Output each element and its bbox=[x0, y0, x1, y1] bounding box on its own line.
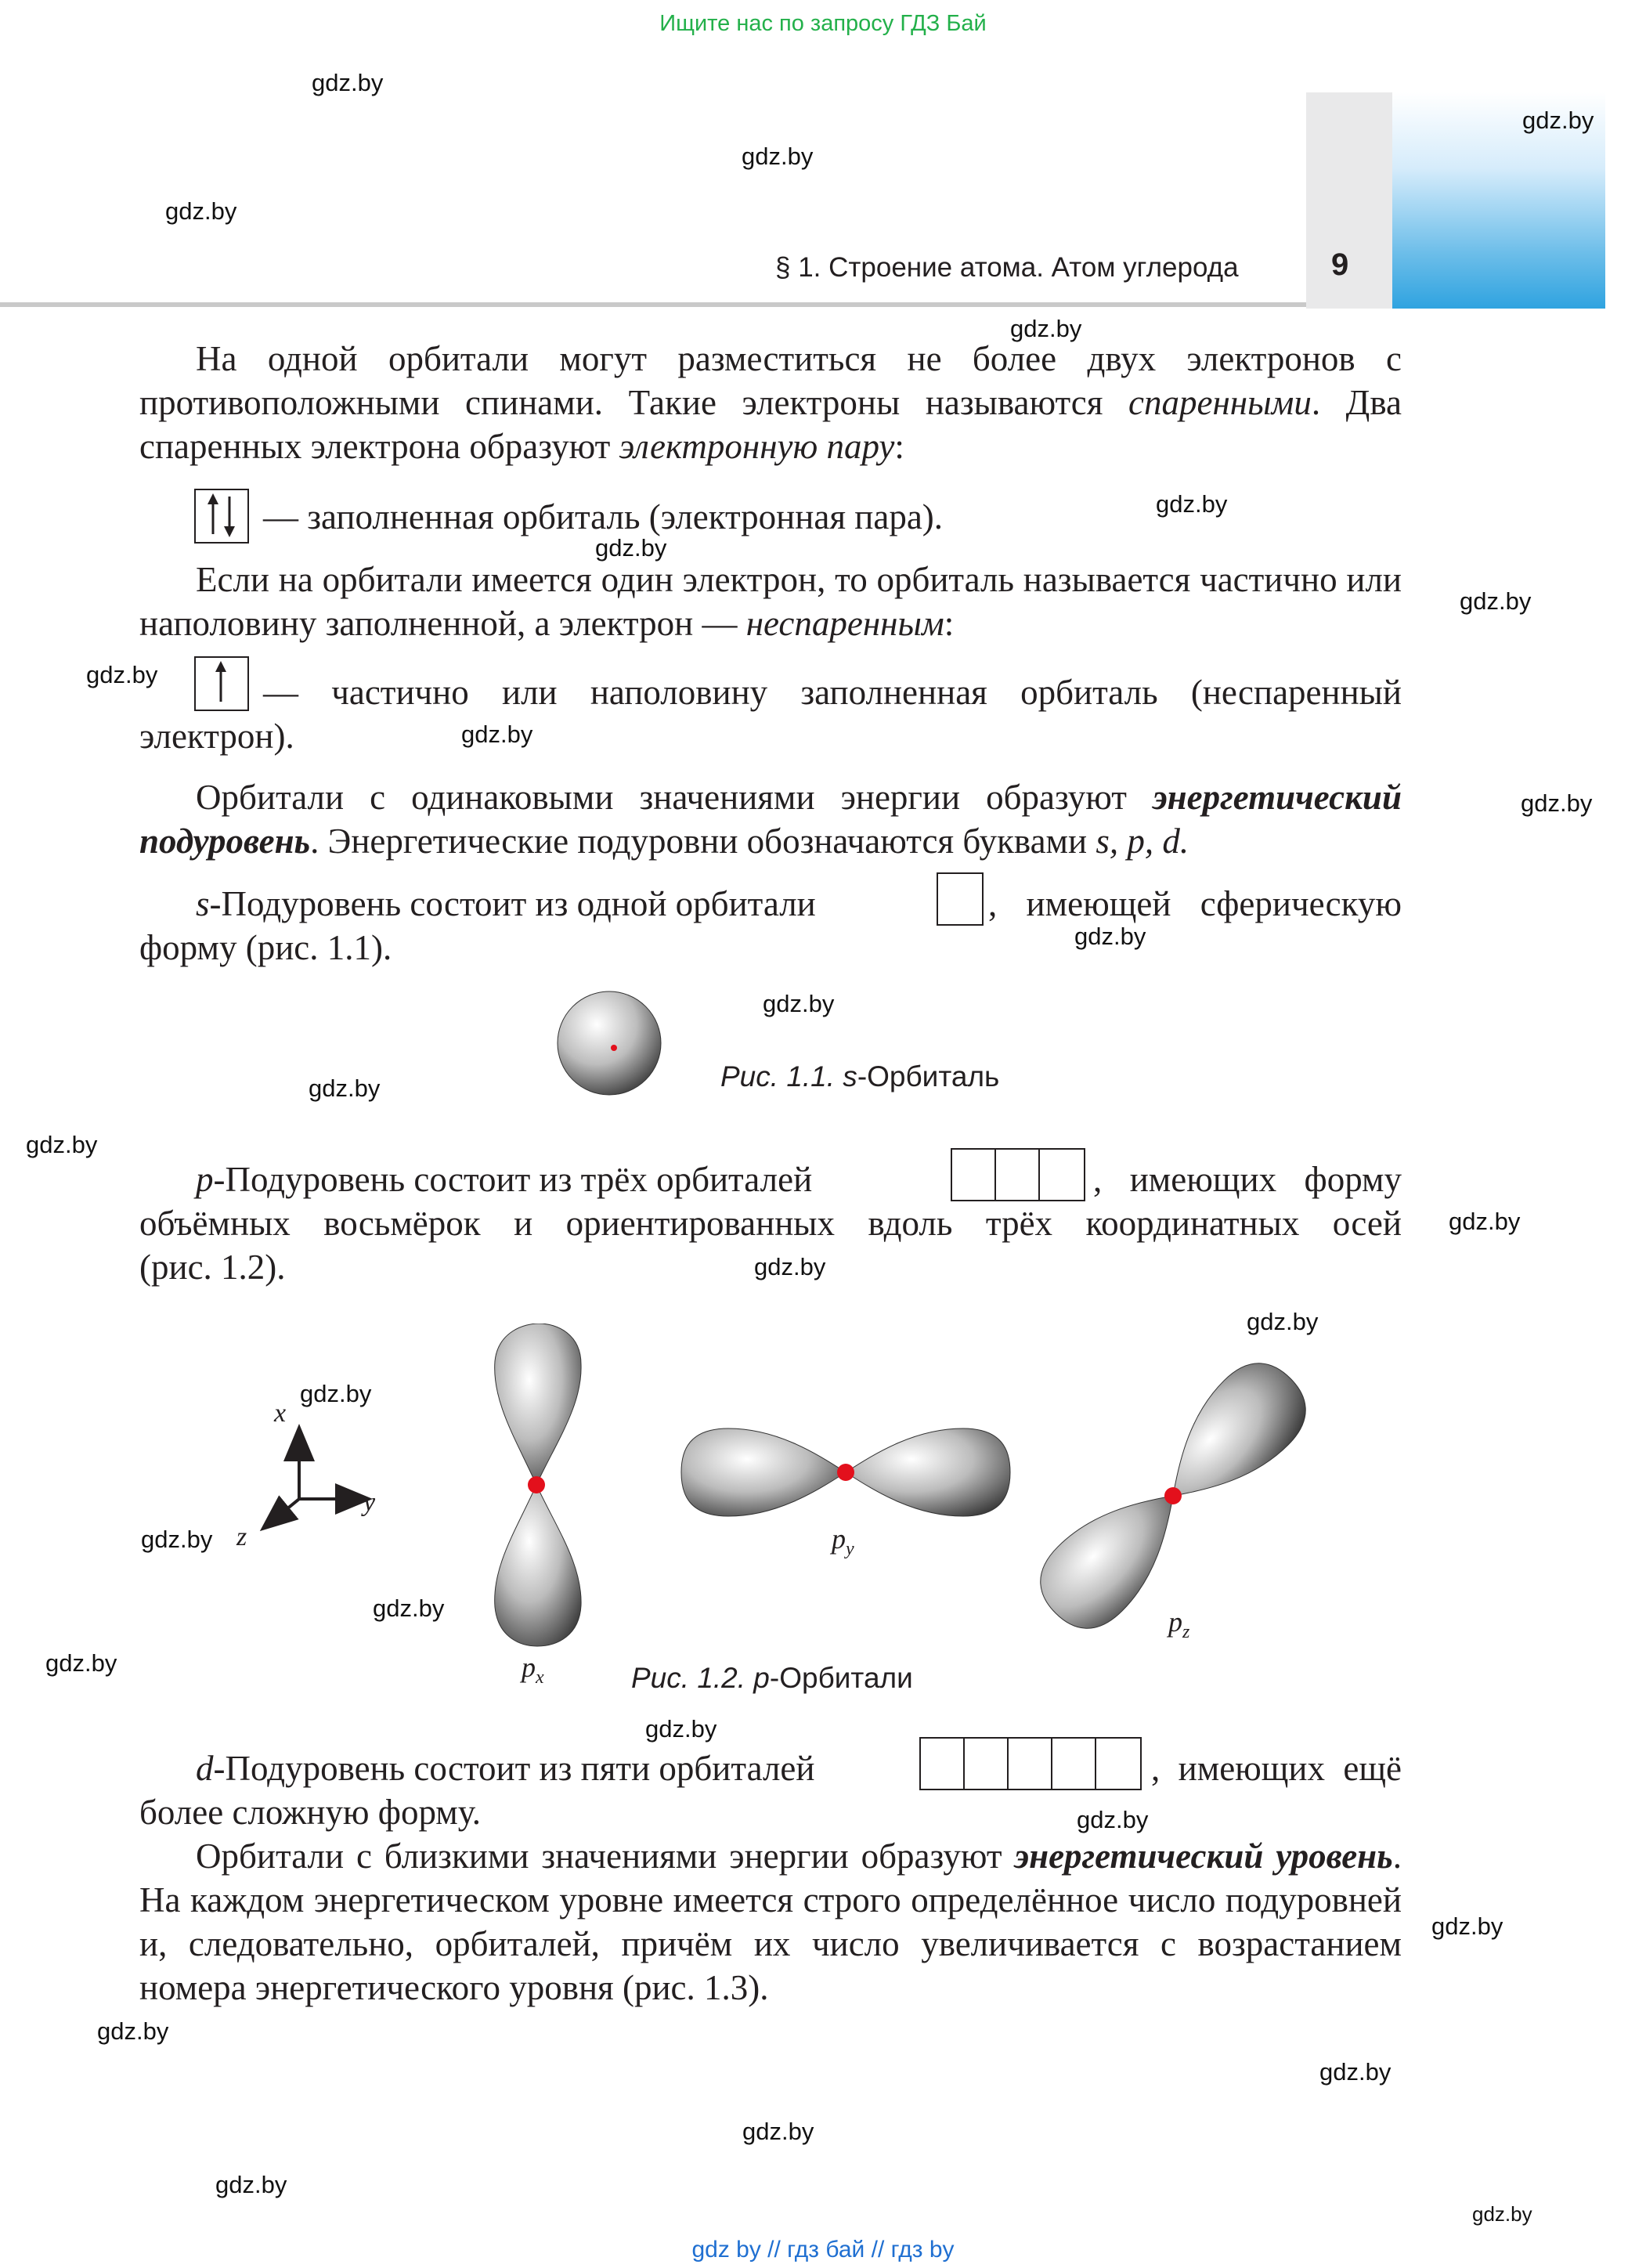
page-number-tab bbox=[1306, 92, 1392, 309]
watermark: gdz.by bbox=[1460, 587, 1532, 615]
filled-orbital-box bbox=[194, 489, 249, 544]
d-sublevel-text: d-Подуровень состоит из пяти орбиталей bbox=[196, 1749, 815, 1788]
watermark: gdz.by bbox=[45, 1649, 117, 1677]
watermark: gdz.by bbox=[1522, 107, 1594, 134]
figure-1-1-caption: Рис. 1.1. s-Орбиталь bbox=[720, 1060, 1000, 1092]
d-sublevel-text-end: , имеющих ещё bbox=[1151, 1749, 1402, 1788]
s-orbital-cells bbox=[937, 872, 984, 926]
p-sublevel-text-end: , имеющих форму bbox=[1093, 1160, 1402, 1199]
page-number: 9 bbox=[1331, 247, 1349, 282]
watermark: gdz.by bbox=[1156, 490, 1228, 518]
px-orbital bbox=[495, 1324, 581, 1646]
watermark: gdz.by bbox=[461, 720, 533, 748]
pz-orbital bbox=[1023, 1346, 1323, 1645]
watermark: gdz.by bbox=[1521, 789, 1593, 817]
section-title: § 1. Строение атома. Атом углерода bbox=[775, 252, 1239, 283]
watermark: gdz.by bbox=[742, 2118, 814, 2145]
watermark: gdz.by bbox=[754, 1253, 826, 1280]
watermark: gdz.by bbox=[373, 1594, 445, 1622]
watermark: gdz.by bbox=[86, 661, 158, 688]
d-orbital-cells bbox=[919, 1737, 1142, 1790]
watermark: gdz.by bbox=[1449, 1208, 1521, 1235]
watermark: gdz.by bbox=[645, 1715, 717, 1743]
pz-label: $p_z$ bbox=[1168, 1606, 1190, 1643]
paragraph-energy-level: Орбитали с близкими значениями энергии образуют энергетический уровень. На каждом энергетическом уровне имеется строго определённое число подуровней и, следовательно, орбиталей, причём их число увеличивается с возрастанием номера энергетического уровня (рис. 1.3). bbox=[139, 1836, 1402, 2007]
watermark: gdz.by bbox=[26, 1131, 98, 1158]
s-sublevel-text-end: , имеющей сферическую bbox=[988, 884, 1402, 923]
py-orbital bbox=[681, 1428, 1010, 1516]
p-orbital-cells bbox=[951, 1148, 1085, 1201]
watermark: gdz.by bbox=[312, 69, 384, 96]
watermark: gdz.by bbox=[300, 1380, 372, 1407]
s-orbital-sphere bbox=[554, 988, 664, 1098]
s-sublevel-text: s-Подуровень состоит из одной орбитали bbox=[196, 884, 816, 923]
half-filled-text-line1: — частично или наполовину заполненная орбиталь (неспаренный bbox=[263, 673, 1402, 712]
paragraph-sublevel: Орбитали с одинаковыми значениями энергии образуют энергетический подуровень. Энергетические подуровни обозначаются буквами s, p, d. bbox=[139, 778, 1402, 861]
axis-y-label: y bbox=[363, 1488, 376, 1517]
half-filled-text-line2: электрон). bbox=[139, 717, 294, 756]
p-orbitals-figure bbox=[235, 1324, 1331, 1692]
watermark: gdz.by bbox=[763, 990, 835, 1017]
figure-1-2-caption: Рис. 1.2. p-Орбитали bbox=[631, 1662, 913, 1694]
px-label: $p_x$ bbox=[522, 1652, 544, 1688]
watermark: gdz.by bbox=[1074, 923, 1146, 950]
half-filled-orbital-box bbox=[194, 656, 249, 711]
watermark: gdz.by bbox=[1472, 2202, 1532, 2226]
watermark: gdz.by bbox=[1431, 1912, 1503, 1940]
filled-orbital-text: — заполненная орбиталь (электронная пара). bbox=[263, 497, 944, 536]
watermark: gdz.by bbox=[165, 197, 237, 225]
d-sublevel-text-line2: более сложную форму. bbox=[139, 1793, 482, 1832]
watermark: gdz.by bbox=[742, 143, 814, 170]
watermark: gdz.by bbox=[97, 2017, 169, 2045]
watermark: gdz.by bbox=[1319, 2058, 1392, 2086]
paragraph-paired-electrons: На одной орбитали могут разместиться не более двух электронов с противоположными спинами. Такие электроны называются спаренными. Два спаренных электрона образуют электронную пару: bbox=[139, 339, 1402, 466]
watermark: gdz.by bbox=[309, 1074, 381, 1102]
axes-icon bbox=[265, 1430, 366, 1527]
s-sublevel-text-line2: форму (рис. 1.1). bbox=[139, 928, 392, 967]
watermark: gdz.by bbox=[141, 1526, 213, 1553]
up-down-arrows-icon bbox=[196, 490, 247, 541]
watermark: gdz.by bbox=[1010, 315, 1082, 342]
watermark: gdz.by bbox=[595, 534, 667, 562]
py-label: $p_y$ bbox=[832, 1523, 854, 1560]
top-banner[interactable]: Ищите нас по запросу ГДЗ Бай bbox=[659, 11, 987, 36]
header-rule bbox=[0, 302, 1306, 307]
watermark: gdz.by bbox=[1077, 1806, 1149, 1833]
p-sublevel-text-line3: (рис. 1.2). bbox=[139, 1248, 286, 1287]
watermark: gdz.by bbox=[215, 2171, 287, 2198]
p-sublevel-text: p-Подуровень состоит из трёх орбиталей bbox=[196, 1160, 813, 1199]
bottom-banner[interactable]: gdz by // гдз бай // гдз by bbox=[691, 2237, 955, 2263]
p-sublevel-text-line2: объёмных восьмёрок и ориентированных вдоль трёх координатных осей bbox=[139, 1204, 1402, 1243]
axis-x-label: x bbox=[274, 1399, 287, 1428]
up-arrow-icon bbox=[196, 658, 247, 709]
paragraph-unpaired: Если на орбитали имеется один электрон, то орбиталь называется частично или наполовину заполненной, а электрон — неспаренным: bbox=[139, 560, 1402, 643]
watermark: gdz.by bbox=[1247, 1308, 1319, 1335]
axis-z-label: z bbox=[236, 1522, 247, 1551]
